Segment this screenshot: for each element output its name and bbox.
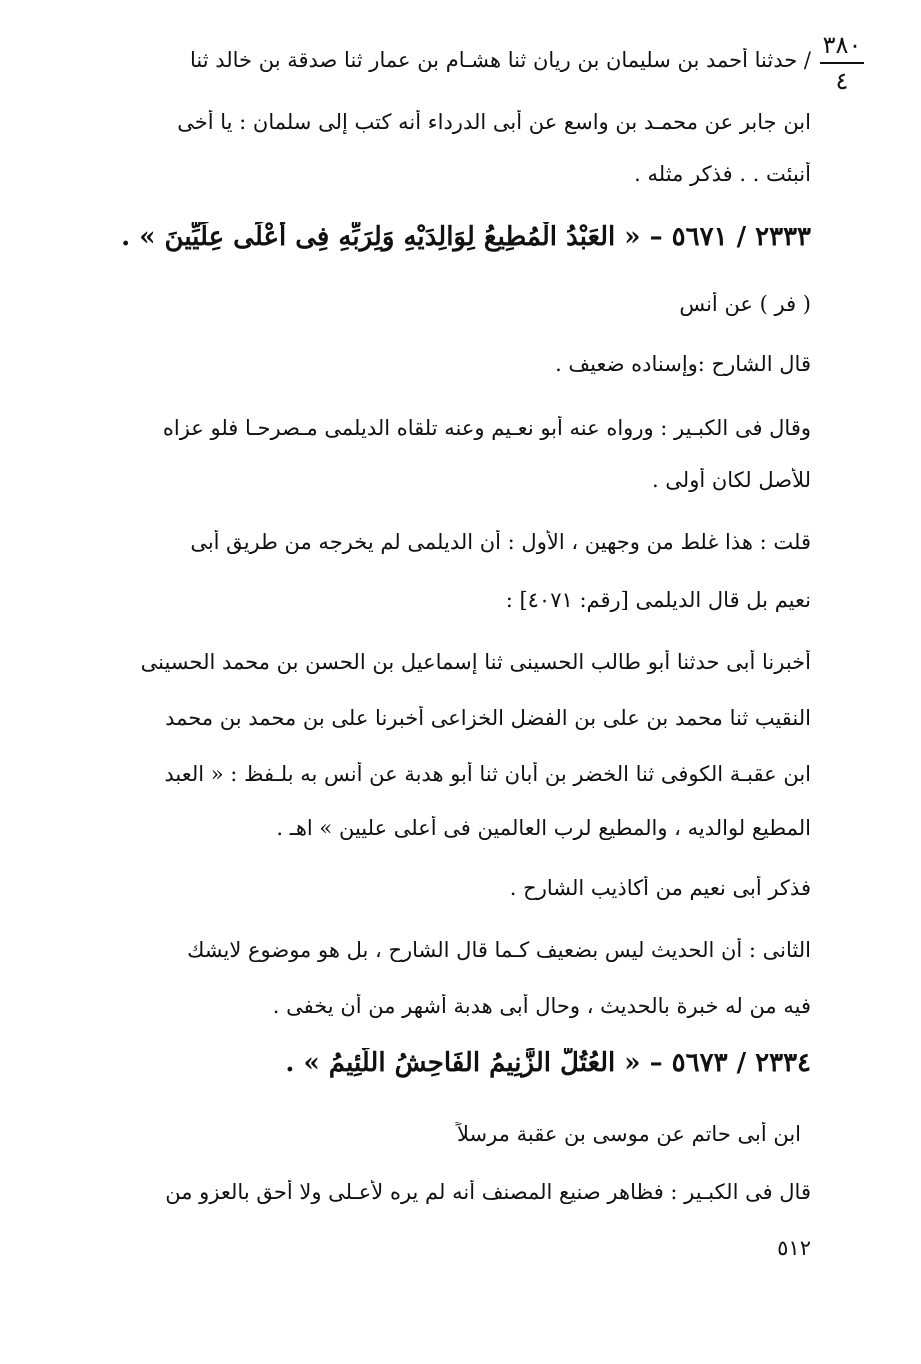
- text-line: قال الشارح :وإسناده ضعيف .: [555, 352, 811, 376]
- text-line: النقيب ثنا محمد بن على بن الفضل الخزاعى أخبرنا على بن محمد بن محمد: [165, 706, 811, 730]
- text-line: نعيم بل قال الديلمى [رقم: ٤٠٧١] :: [505, 588, 811, 612]
- text-line: فيه من له خبرة بالحديث ، وحال أبى هدبة أشهر من أن يخفى .: [272, 994, 811, 1018]
- text-line: ( فر ) عن أنس: [679, 292, 811, 316]
- text-line: أخبرنا أبى حدثنا أبو طالب الحسينى ثنا إسماعيل بن الحسن بن محمد الحسينى: [140, 650, 811, 674]
- text-line: الثانى : أن الحديث ليس بضعيف كـما قال الشارح ، بل هو موضوع لايشك: [187, 938, 811, 962]
- text-line: فذكر أبى نعيم من أكاذيب الشارح .: [509, 876, 811, 900]
- text-line: ابن جابر عن محمـد بن واسع عن أبى الدرداء أنه كتب إلى سلمان : يا أخى: [177, 110, 811, 134]
- text-line: قال فى الكبـير : فظاهر صنيع المصنف أنه لم يره لأعـلى ولا أحق بالعزو من: [165, 1180, 811, 1204]
- text-line: أنبئت . . فذكر مثله .: [634, 162, 811, 186]
- text-line: / حدثنا أحمد بن سليمان بن ريان ثنا هشـام بن عمار ثنا صدقة بن خالد ثنا: [189, 48, 811, 72]
- page-number: ٥١٢: [777, 1236, 811, 1260]
- margin-ref-divider: [820, 62, 864, 64]
- margin-reference: [814, 30, 870, 96]
- hadith-heading: ٢٣٣٣ / ٥٦٧١ – « العَبْدُ الْمُطِيعُ لِوَالِدَيْهِ وَلِرَبِّهِ فِى أَعْلَى عِلِّيِّينَ » .: [121, 222, 811, 252]
- margin-ref-bottom: ٤: [835, 67, 849, 95]
- text-line: قلت : هذا غلط من وجهين ، الأول : أن الديلمى لم يخرجه من طريق أبى: [190, 530, 811, 554]
- text-line: المطيع لوالديه ، والمطيع لرب العالمين فى أعلى عليين » اهـ .: [276, 816, 811, 840]
- text-line: للأصل لكان أولى .: [651, 468, 811, 492]
- margin-ref-top: ٣٨٠: [822, 31, 862, 59]
- text-line: وقال فى الكبـير : ورواه عنه أبو نعـيم وعنه تلقاه الديلمى مـصرحـا فلو عزاه: [162, 416, 811, 440]
- text-line: ابن أبى حاتم عن موسى بن عقبة مرسلاً: [456, 1122, 801, 1146]
- text-line: ابن عقبـة الكوفى ثنا الخضر بن أبان ثنا أبو هدبة عن أنس به بلـفظ : « العبد: [164, 762, 811, 786]
- hadith-heading: ٢٣٣٤ / ٥٦٧٣ – « العُتُلُّ الزَّنِيمُ الفَاحِشُ اللَّئِيمُ » .: [285, 1048, 811, 1078]
